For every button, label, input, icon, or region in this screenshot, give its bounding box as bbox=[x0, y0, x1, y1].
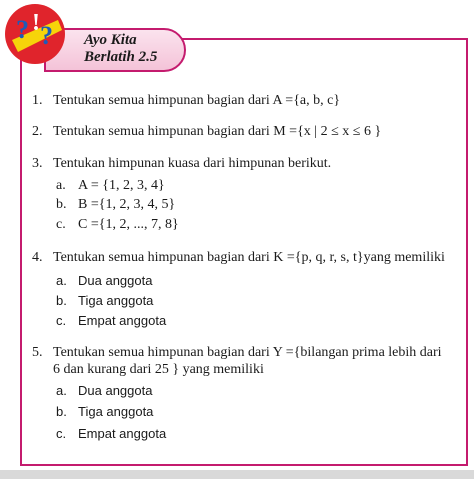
item-letter: c. bbox=[56, 313, 67, 328]
header-title-line1: Ayo Kita bbox=[84, 32, 137, 48]
item-letter: c. bbox=[56, 426, 67, 441]
item-text: Empat anggota bbox=[78, 313, 167, 328]
question-number: 3. bbox=[32, 156, 43, 171]
svg-text:!: ! bbox=[32, 10, 40, 36]
question-number: 2. bbox=[32, 124, 43, 139]
item-letter: b. bbox=[56, 293, 67, 308]
item-letter: a. bbox=[56, 273, 67, 288]
item-text: Tiga anggota bbox=[78, 404, 154, 419]
item-letter: b. bbox=[56, 404, 67, 419]
question-exclamation-logo-icon bbox=[2, 0, 68, 66]
svg-text:?: ? bbox=[40, 21, 53, 50]
item-text: B ={1, 2, 3, 4, 5} bbox=[78, 197, 176, 212]
item-letter: c. bbox=[56, 217, 66, 232]
question-number: 5. bbox=[32, 345, 43, 360]
item-text: Empat anggota bbox=[78, 426, 167, 441]
question-number: 1. bbox=[32, 93, 43, 108]
question-text: Tentukan semua himpunan bagian dari M ={x | 2 ≤ x ≤ 6 } bbox=[53, 124, 382, 139]
question-number: 4. bbox=[32, 250, 43, 265]
question-text: Tentukan semua himpunan bagian dari Y ={bilangan prima lebih dari bbox=[53, 345, 442, 360]
item-text: Tiga anggota bbox=[78, 293, 154, 308]
header-title bbox=[84, 32, 157, 66]
svg-text:?: ? bbox=[16, 15, 29, 44]
question-text: Tentukan semua himpunan bagian dari K ={p, q, r, s, t}yang memiliki bbox=[53, 250, 445, 265]
question-text: 6 dan kurang dari 25 } yang memiliki bbox=[53, 362, 264, 377]
question-text: Tentukan himpunan kuasa dari himpunan berikut. bbox=[53, 156, 332, 171]
item-letter: a. bbox=[56, 383, 67, 398]
item-text: A = {1, 2, 3, 4} bbox=[78, 178, 165, 193]
item-text: Dua anggota bbox=[78, 273, 153, 288]
item-text: C ={1, 2, ..., 7, 8} bbox=[78, 217, 179, 232]
bottom-strip bbox=[0, 470, 474, 479]
item-text: Dua anggota bbox=[78, 383, 153, 398]
item-letter: a. bbox=[56, 178, 66, 193]
item-letter: b. bbox=[56, 197, 67, 212]
header-title-line2: Berlatih 2.5 bbox=[84, 49, 158, 65]
question-text: Tentukan semua himpunan bagian dari A ={a, b, c} bbox=[53, 93, 341, 108]
